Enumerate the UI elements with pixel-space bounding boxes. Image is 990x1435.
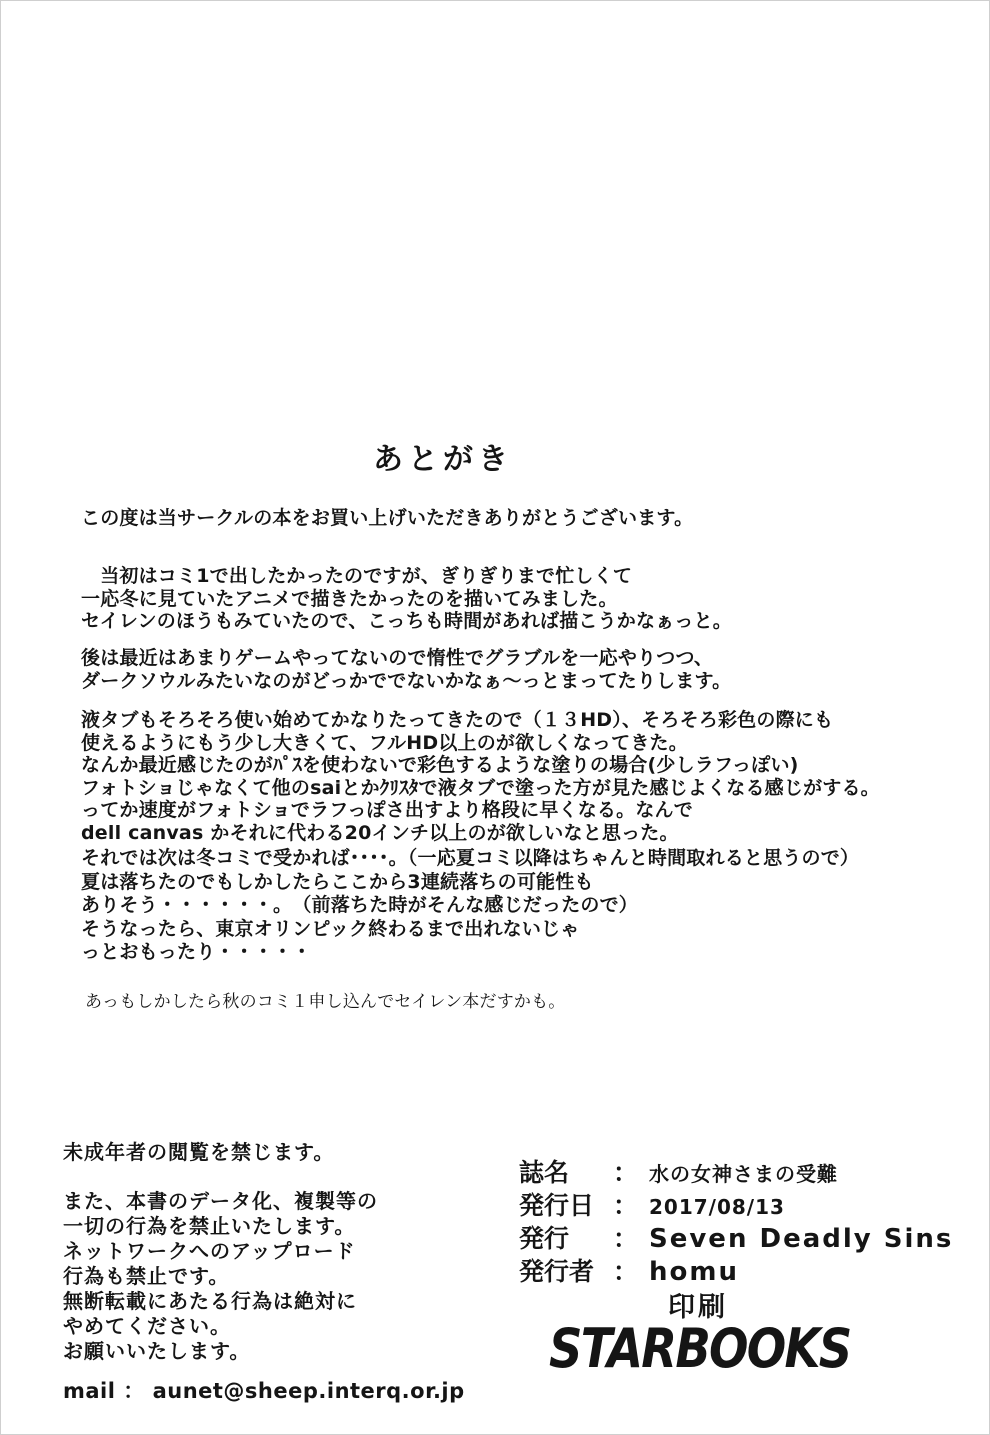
afterword-line: この度は当サークルの本をお買い上げいただきありがとうございます。	[81, 507, 694, 529]
afterword-paragraph-games	[81, 647, 731, 692]
afterword-line: あっもしかしたら秋のコミ１申し込んでセイレン本だすかも。	[85, 992, 566, 1012]
colophon-colon: ：	[613, 1191, 639, 1220]
mail-address: mail ： aunet@sheep.interq.or.jp	[63, 1379, 465, 1403]
afterword-line: 一応冬に見ていたアニメで描きたかったのを描いてみました。	[81, 587, 618, 610]
afterword-paragraph-comiket	[81, 847, 859, 965]
colophon-label: 誌名	[519, 1158, 570, 1187]
print-label: 印刷	[668, 1292, 728, 1323]
afterword-paragraph-thanks	[81, 507, 693, 530]
afterword-line: っとおもったり・・・・・	[81, 941, 312, 963]
afterword-line: 当初はコミ1で出したかったのですが、ぎりぎりまで忙しくて	[81, 565, 633, 587]
age-restriction-notice: 未成年者の閲覧を禁じます。	[63, 1140, 335, 1164]
afterword-paragraph-comi1	[81, 565, 732, 633]
copyright-notice-line: ネットワークへのアップロード	[63, 1239, 356, 1263]
afterword-line: 使えるようにもう少し大きくて、フルHD以上のが欲しくなってきた。	[81, 731, 688, 754]
afterword-line: セイレンのほうもみていたので、こっちも時間があれば描こうかなぁっと。	[81, 610, 732, 632]
colophon-row-date	[519, 1186, 953, 1219]
copyright-notice-line: 一切の行為を禁止いたします。	[63, 1214, 356, 1238]
afterword-line: なんか最近感じたのがﾊﾟｽを使わないで彩色するような塗りの場合(少しラフっぽい)	[81, 754, 799, 776]
colophon	[519, 1153, 953, 1285]
colophon-value-publish-date: 2017/08/13	[649, 1195, 785, 1219]
legal-notice	[63, 1140, 378, 1364]
colophon-label: 発行者	[519, 1257, 595, 1286]
page-title: あとがき	[373, 442, 513, 477]
afterword-paragraph-tablet	[81, 709, 880, 844]
afterword-line: そうなったら、東京オリンピック終わるまで出れないじゃ	[81, 917, 580, 940]
afterword-line: それでは次は冬コミで受かれば････。（一応夏コミ以降はちゃんと時間取れると思うので）	[81, 847, 860, 869]
afterword-paragraph-seiren	[85, 991, 566, 1014]
colophon-label: 発行日	[519, 1191, 595, 1220]
colophon-row-title	[519, 1153, 953, 1186]
afterword-line: ダークソウルみたいなのがどっかででないかなぁ～っとまってたりします。	[81, 669, 732, 692]
afterword-line: dell canvas かそれに代わる20インチ以上のが欲しいなと思った。	[81, 821, 679, 844]
notice-spacer	[63, 1165, 378, 1189]
copyright-notice-line: また、本書のデータ化、複製等の	[63, 1189, 378, 1213]
afterword-line: 後は最近はあまりゲームやってないので惰性でグラブルを一応やりつつ、	[81, 647, 714, 669]
afterword-line: フォトショじゃなくて他のsaiとかｸﾘｽﾀで液タブで塗った方が見た感じよくなる感じがする。	[81, 776, 880, 799]
afterword-line: 液タブもそろそろ使い始めてかなりたってきたので（１３HD）、そろそろ彩色の際にも	[81, 709, 834, 731]
colophon-row-publisher	[519, 1252, 953, 1285]
printer-logo: STARBOOKS	[549, 1317, 851, 1380]
colophon-row-circle	[519, 1219, 953, 1252]
colophon-value-author-name: homu	[649, 1257, 739, 1287]
copyright-notice-line: お願いいたします。	[63, 1339, 251, 1363]
copyright-notice-line: 行為も禁止です。	[63, 1264, 230, 1288]
colophon-label: 発行	[519, 1224, 570, 1253]
afterword-line: 夏は落ちたのでもしかしたらここから3連続落ちの可能性も	[81, 870, 594, 893]
colophon-colon: ：	[613, 1158, 639, 1187]
colophon-value-circle-name: Seven Deadly Sins	[649, 1224, 954, 1254]
copyright-notice-line: やめてください。	[63, 1314, 231, 1338]
colophon-colon: ：	[613, 1257, 639, 1286]
copyright-notice-line: 無断転載にあたる行為は絶対に	[63, 1289, 357, 1313]
colophon-value-book-title: 水の女神さまの受難	[649, 1162, 838, 1186]
afterword-line: ってか速度がフォトショでラフっぽさ出すより格段に早くなる。なんで	[81, 799, 693, 821]
afterword-line: ありそう・・・・・・。 （前落ちた時がそんな感じだったので）	[81, 894, 639, 916]
colophon-colon: ：	[613, 1224, 639, 1253]
